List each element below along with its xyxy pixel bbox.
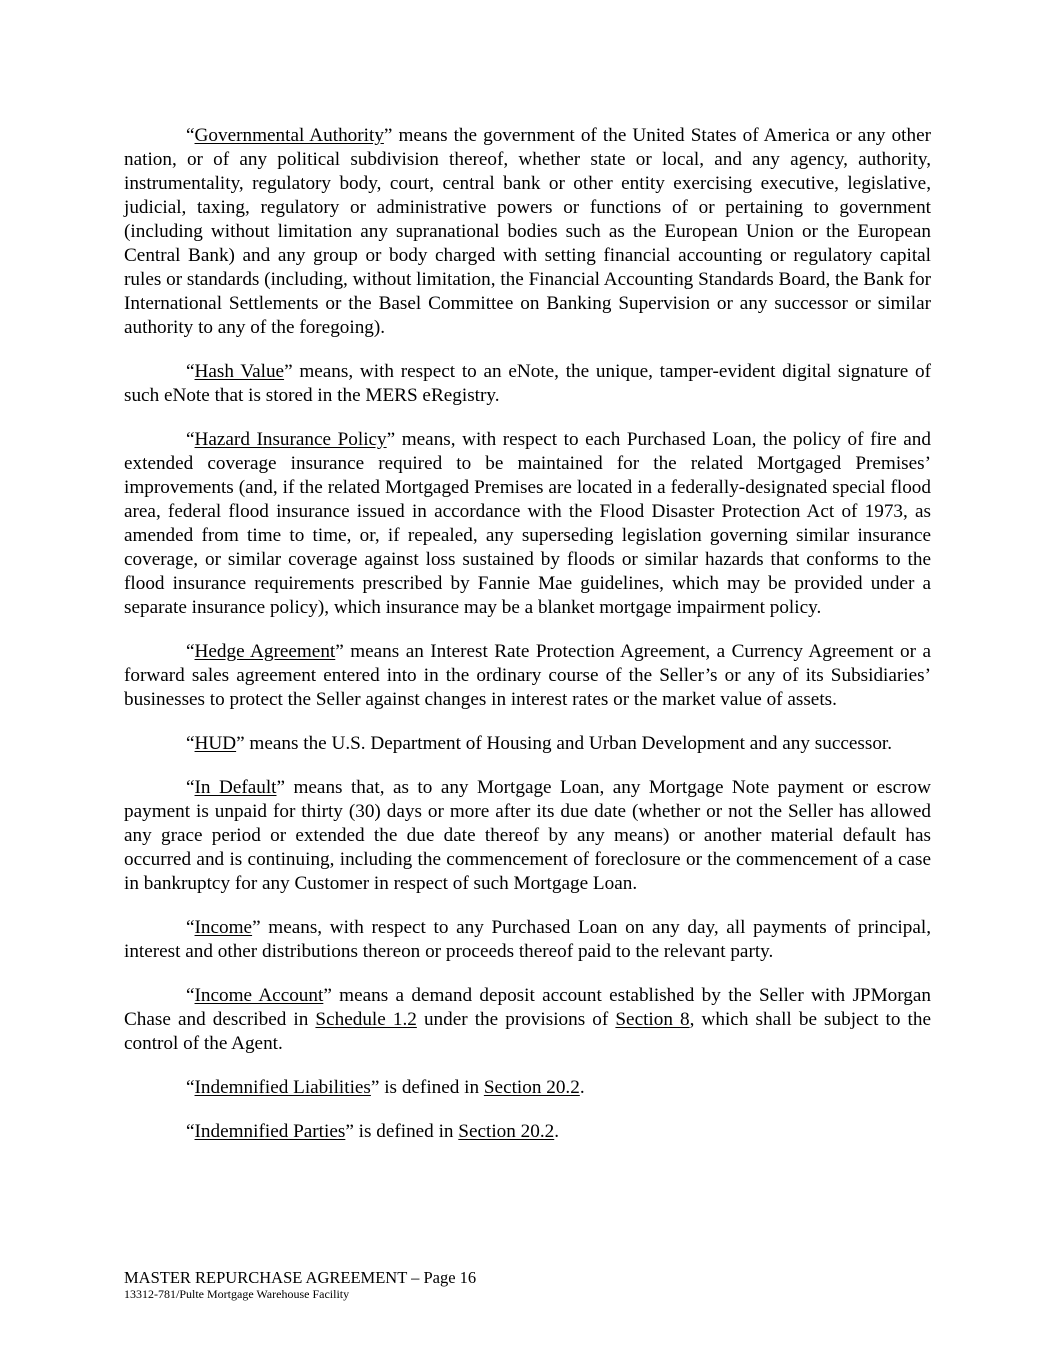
definition-income-account: [124, 984, 931, 1056]
definition-text: ” is defined in: [345, 1121, 459, 1142]
defined-term: Income Account: [194, 985, 324, 1006]
definition-hazard-insurance-policy: [124, 428, 931, 620]
quote: “: [186, 1077, 195, 1098]
defined-term: HUD: [194, 733, 237, 754]
definition-indemnified-parties: [124, 1120, 931, 1144]
definition-text: ” means, with respect to an eNote, the unique, tamper-evident digital signature of such eNote that is stored in the MERS eRegistry.: [124, 361, 931, 406]
defined-term: In Default: [194, 777, 277, 798]
quote: “: [186, 641, 195, 662]
quote: “: [186, 125, 195, 146]
footer-doc-id: 13312-781/Pulte Mortgage Warehouse Facility: [124, 1287, 350, 1301]
definition-hedge-agreement: [124, 640, 931, 712]
defined-term: Hedge Agreement: [194, 641, 336, 662]
definition-text: ” means the U.S. Department of Housing and Urban Development and any successor.: [236, 733, 893, 754]
page-footer: [124, 1268, 476, 1301]
cross-reference-section: Section 20.2: [458, 1121, 555, 1142]
cross-reference-section: Section 8: [615, 1009, 690, 1030]
defined-term: Income: [194, 917, 253, 938]
definition-indemnified-liabilities: [124, 1076, 931, 1100]
definition-text: ” means an Interest Rate Protection Agreement, a Currency Agreement or a forward sales agreement entered into in the ordinary course of the Seller’s or any of its Subsidiaries’ businesses to protect the Seller against changes in interest rates or the market value of assets.: [124, 641, 931, 710]
definition-text: ” is defined in: [370, 1077, 484, 1098]
quote: “: [186, 361, 195, 382]
definition-text: ” means a demand deposit account established by the Seller with JPMorgan Chase and described in: [124, 985, 931, 1030]
cross-reference-schedule: Schedule 1.2: [315, 1009, 417, 1030]
definition-text: under the provisions of: [416, 1009, 616, 1030]
definition-text: , which shall be subject to the control of the Agent.: [124, 1009, 931, 1054]
quote: “: [186, 777, 195, 798]
quote: “: [186, 429, 195, 450]
definition-text: ” means that, as to any Mortgage Loan, any Mortgage Note payment or escrow payment is unpaid for thirty (30) days or more after its due date (whether or not the Seller has allowed any grace period or extended the due date thereof by any means) or another material default has occurred and is continuing, including the commencement of foreclosure or the commencement of a case in bankruptcy for any Customer in respect of such Mortgage Loan.: [124, 777, 931, 894]
footer-title: MASTER REPURCHASE AGREEMENT – Page 16: [124, 1268, 477, 1287]
cross-reference-section: Section 20.2: [483, 1077, 580, 1098]
defined-term: Governmental Authority: [194, 125, 384, 146]
definition-text: ” means, with respect to each Purchased Loan, the policy of fire and extended coverage insurance required to be maintained for the related Mortgaged Premises’ improvements (and, if the related Mortgaged Premises are located in a federally-designated special flood area, federal flood insurance issued in accordance with the Flood Disaster Protection Act of 1973, as amended from time to time, or, if repealed, any superseding legislation governing similar insurance coverage, or similar coverage against loss sustained by floods or similar hazards that conforms to the flood insurance requirements prescribed by Fannie Mae guidelines, which may be provided under a separate insurance policy), which insurance may be a blanket mortgage impairment policy.: [124, 429, 931, 618]
defined-term: Hazard Insurance Policy: [194, 429, 387, 450]
definition-text: ” means the government of the United States of America or any other nation, or of any political subdivision thereof, whether state or local, and any agency, authority, instrumentality, regulatory body, court, central bank or other entity exercising executive, legislative, judicial, taxing, regulatory or administrative powers or functions of or pertaining to government (including without limitation any supranational bodies such as the European Union or the European Central Bank) and any group or body charged with setting financial accounting or regulatory capital rules or standards (including, without limitation, the Financial Accounting Standards Board, the Bank for International Settlements or the Basel Committee on Banking Supervision or any successor or similar authority to any of the foregoing).: [124, 125, 932, 338]
definition-in-default: [124, 776, 931, 896]
quote: “: [186, 733, 195, 754]
quote: “: [186, 917, 195, 938]
definition-hash-value: [124, 360, 931, 408]
definition-text: .: [579, 1077, 585, 1098]
definition-text: .: [554, 1121, 560, 1142]
definition-income: [124, 916, 931, 964]
definition-hud: [124, 732, 931, 756]
defined-term: Indemnified Parties: [194, 1121, 346, 1142]
document-body: [124, 124, 931, 1164]
defined-term: Hash Value: [194, 361, 285, 382]
definition-governmental-authority: [124, 124, 931, 340]
defined-term: Indemnified Liabilities: [194, 1077, 371, 1098]
quote: “: [186, 985, 195, 1006]
quote: “: [186, 1121, 195, 1142]
definition-text: ” means, with respect to any Purchased Loan on any day, all payments of principal, interest and other distributions thereon or proceeds thereof paid to the relevant party.: [124, 917, 931, 962]
